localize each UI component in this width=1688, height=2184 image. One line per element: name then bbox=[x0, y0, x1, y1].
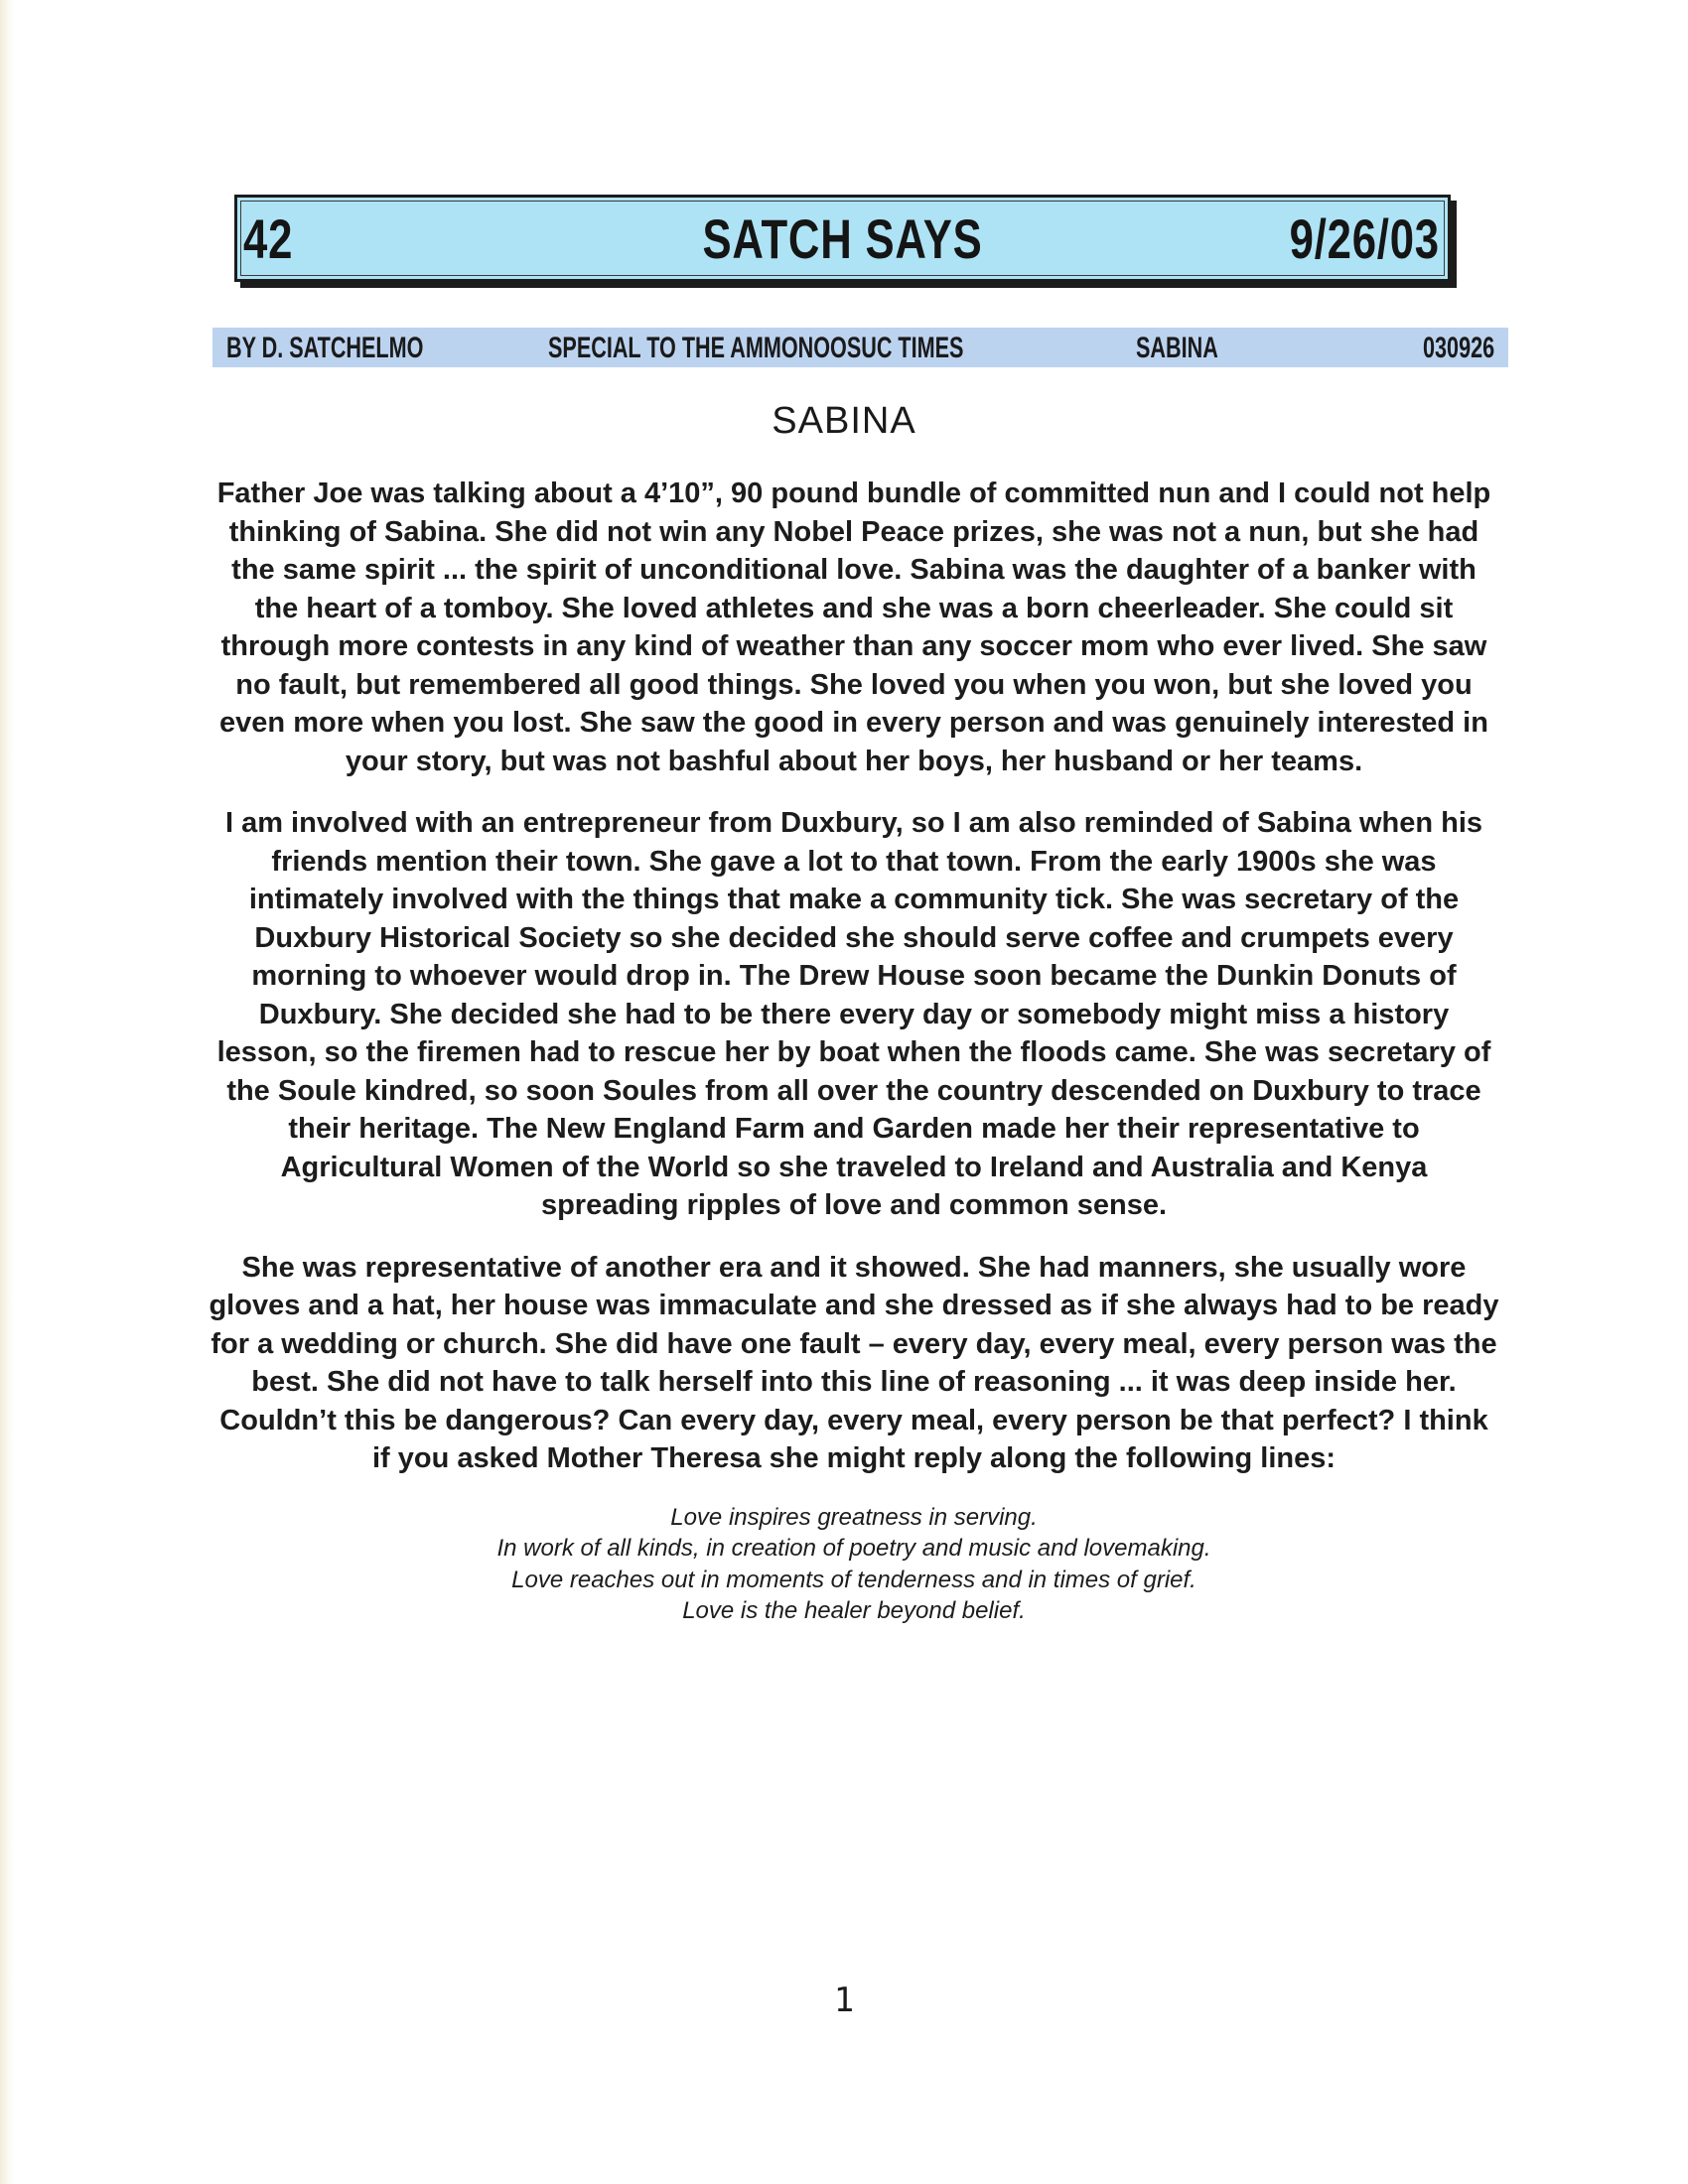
byline-bar bbox=[212, 328, 1508, 367]
poem-line: Love inspires greatness in serving. bbox=[670, 1503, 1038, 1531]
column-header bbox=[234, 195, 1451, 282]
poem bbox=[209, 1502, 1499, 1627]
poem-line: Love is the healer beyond belief. bbox=[682, 1597, 1026, 1624]
issue-number: 42 bbox=[243, 207, 294, 270]
byline-code: 030926 bbox=[1422, 332, 1494, 364]
page-edge bbox=[0, 0, 14, 2184]
byline-author: BY D. SATCHELMO bbox=[226, 332, 424, 364]
poem-line: In work of all kinds, in creation of poetry and music and lovemaking. bbox=[496, 1535, 1211, 1562]
column-date: 9/26/03 bbox=[1289, 207, 1440, 270]
paragraph: I am involved with an entrepreneur from Duxbury, so I am also reminded of Sabina when his friends mention their town. She gave a lot to that town. From the early 1900s she was intimately involved with the things that make a community tick. She was secretary of the Duxbury Historical Society so she decided she should serve coffee and crumpets every morning to whoever would drop in. The Drew House soon became the Dunkin Donuts of Duxbury. She decided she had to be there every day or somebody might miss a history lesson, so the firemen had to rescue her by boat when the floods came. She was secretary of the Soule kindred, so soon Soules from all over the country descended on Duxbury to trace their heritage. The New England Farm and Garden made her their representative to Agricultural Women of the World so she traveled to Ireland and Australia and Kenya spreading ripples of love and common sense. bbox=[216, 807, 1491, 1221]
poem-line: Love reaches out in moments of tenderness and in times of grief. bbox=[511, 1566, 1196, 1593]
article-body bbox=[209, 475, 1499, 1627]
article-title: SABINA bbox=[772, 400, 916, 442]
page-number: 1 bbox=[833, 1980, 855, 2020]
paragraph: Father Joe was talking about a 4’10”, 90 pound bundle of committed nun and I could not help thinking of Sabina. She did not win any Nobel Peace prizes, she was not a nun, but she had the same spirit ... the spirit of unconditional love. Sabina was the daughter of a banker with the heart of a tomboy. She loved athletes and she was a born cheerleader. She could sit through more contests in any kind of weather than any soccer mom who ever lived. She saw no fault, but remembered all good things. She loved you when you won, but she loved you even more when you lost. She saw the good in every person and was genuinely interested in your story, but was not bashful about her boys, her husband or her teams. bbox=[216, 478, 1491, 777]
byline-publication: SPECIAL TO THE AMMONOOSUC TIMES bbox=[548, 332, 964, 364]
paragraph: She was representative of another era and it showed. She had manners, she usually wore gloves and a hat, her house was immaculate and she dressed as if she always had to be ready for a wedding or church. She did have one fault – every day, every meal, every person was the best. She did not have to talk herself into this line of reasoning ... it was deep inside her. Couldn’t this be dangerous? Can every day, every meal, every person be that perfect? I think if you asked Mother Theresa she might reply along the following lines: bbox=[209, 1251, 1499, 1474]
column-title: SATCH SAYS bbox=[702, 207, 983, 270]
byline-topic: SABINA bbox=[1136, 332, 1218, 364]
